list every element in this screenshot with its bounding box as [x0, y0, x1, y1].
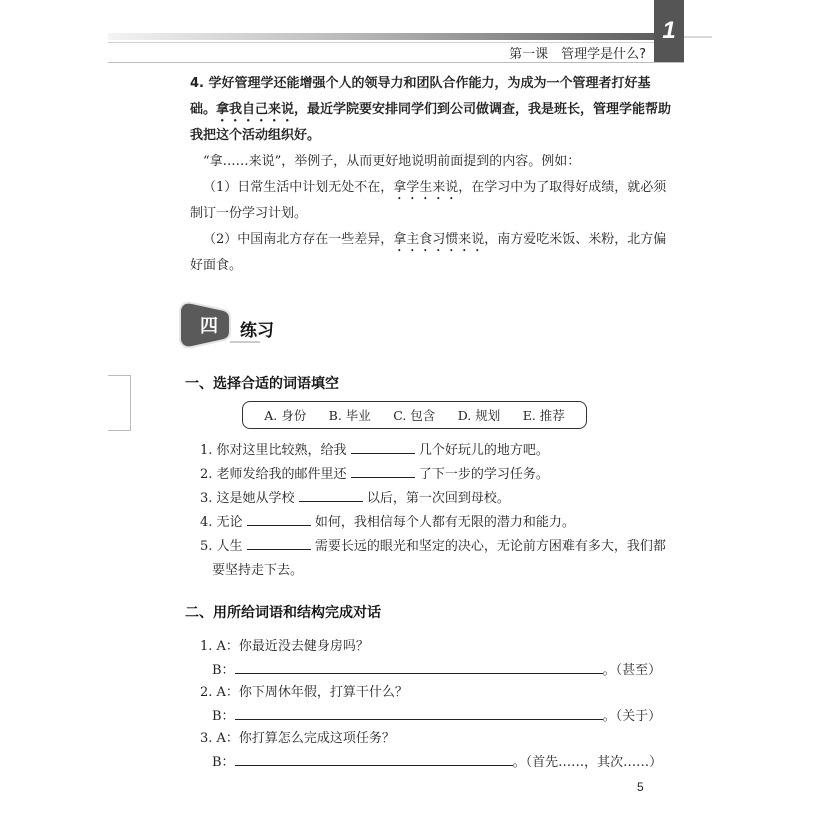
- example-2-post: ，南方爱吃米饭、米粉，北方偏: [484, 232, 667, 247]
- example-1-line2: 制订一份学习计划。: [190, 206, 308, 221]
- lesson-number-tab: 1: [654, 0, 684, 62]
- choice-e: E. 推荐: [522, 408, 565, 423]
- fill-blank-1[interactable]: [351, 439, 415, 454]
- fill-item-1-post: 几个好玩儿的地方吧。: [418, 443, 549, 458]
- dialog-3-answer-blank[interactable]: [235, 751, 513, 766]
- dialog-3-hint: 。（首先……，其次……）: [512, 755, 663, 770]
- point4-line2: [190, 97, 671, 125]
- dialog-3-a: 3. A：你打算怎么完成这项任务？: [200, 731, 395, 746]
- example-1-pre: （1）日常生活中计划无处不在，: [203, 180, 394, 195]
- point4-line2-post: ，最近学院要安排同学们到公司做调查，我是班长，管理学能帮助: [294, 102, 672, 117]
- dialog-2-hint: 。（关于）: [602, 709, 662, 724]
- dialog-2-answer-blank[interactable]: [235, 705, 603, 720]
- dialog-3-b: [212, 750, 662, 776]
- margin-bracket: [108, 375, 131, 431]
- choice-b: B. 毕业: [328, 408, 371, 423]
- fill-blank-3[interactable]: [299, 487, 363, 502]
- word-choice-box: [242, 401, 587, 429]
- choice-d: D. 规划: [457, 408, 501, 423]
- dialog-1-b-label: B：: [212, 663, 235, 678]
- dialog-1-a: 1. A：你最近没去健身房吗？: [200, 639, 369, 654]
- choice-a: A. 身份: [264, 408, 307, 423]
- fill-item-3-post: 以后，第一次回到母校。: [366, 491, 510, 506]
- point4-line2-pre: 础。: [190, 102, 217, 117]
- fill-item-5-line2: 要坚持走下去。: [212, 563, 304, 578]
- fill-item-4-pre: 4. 无论: [200, 515, 243, 530]
- fill-item-4: [200, 510, 575, 536]
- fill-item-5-pre: 5. 人生: [200, 539, 243, 554]
- fill-item-1: [200, 438, 549, 464]
- fill-item-5-post: 需要长远的眼光和坚定的决心，无论前方困难有多大，我们都: [314, 539, 666, 554]
- choice-c: C. 包含: [393, 408, 436, 423]
- fill-item-3-pre: 3. 这是她从学校: [200, 491, 295, 506]
- fill-item-2-pre: 2. 老师发给我的邮件里还: [200, 467, 347, 482]
- dialog-2-a: 2. A：你下周休年假，打算干什么？: [200, 685, 408, 700]
- dialog-3-b-label: B：: [212, 755, 235, 770]
- fill-blank-4[interactable]: [247, 511, 311, 526]
- fill-item-2-post: 了下一步的学习任务。: [418, 467, 549, 482]
- section-number: 四: [200, 316, 218, 337]
- fill-item-3: [200, 486, 510, 512]
- explain-text: “拿……来说”，举例子，从而更好地说明前面提到的内容。例如：: [203, 154, 581, 169]
- dialog-1-hint: 。（甚至）: [602, 663, 662, 678]
- example-1-post: ，在学习中为了取得好成绩，就必须: [458, 180, 667, 195]
- fill-item-1-pre: 1. 你对这里比较熟，给我: [200, 443, 347, 458]
- fill-blank-2[interactable]: [351, 463, 415, 478]
- example-2-emphasis: 拿主食习惯来说: [393, 232, 485, 247]
- example-2: [203, 227, 666, 255]
- fill-item-2: [200, 462, 549, 488]
- example-1: [203, 175, 666, 203]
- fill-item-4-post: 如何，我相信每个人都有无限的潜力和能力。: [314, 515, 575, 530]
- example-2-line2: 好面食。: [190, 258, 243, 273]
- header-underline: [108, 62, 684, 63]
- part2-heading: 二、用所给词语和结构完成对话: [185, 605, 381, 621]
- point4-emphasis: 拿我自己来说: [216, 102, 295, 117]
- header-title: 第一课 管理学是什么?: [509, 47, 646, 62]
- dialog-2-b-label: B：: [212, 709, 235, 724]
- part1-heading: 一、选择合适的词语填空: [185, 376, 339, 392]
- example-2-pre: （2）中国南北方存在一些差异，: [203, 232, 394, 247]
- section-title: 练习: [240, 321, 274, 341]
- fill-blank-5[interactable]: [247, 535, 311, 550]
- point4-line3: 我把这个活动组织好。: [190, 128, 321, 143]
- fill-item-5: [200, 534, 666, 560]
- point4-line1: 4. 学好管理学还能增强个人的领导力和团队合作能力，为成为一个管理者打好基: [190, 76, 651, 91]
- example-1-emphasis: 拿学生来说: [393, 180, 459, 195]
- dialog-1-answer-blank[interactable]: [235, 659, 603, 674]
- page-number: 5: [637, 780, 644, 794]
- header-gradient-bar: [108, 33, 654, 40]
